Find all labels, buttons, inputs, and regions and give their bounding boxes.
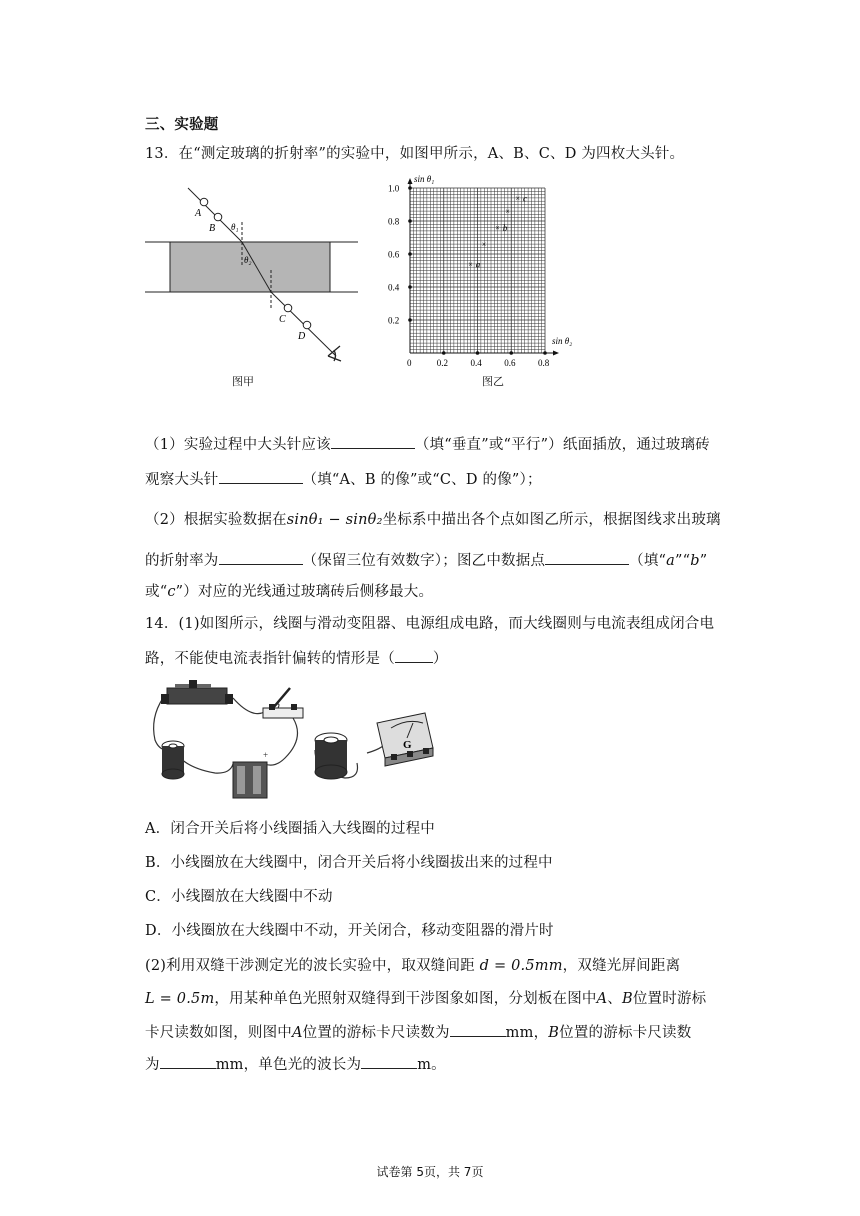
text-span: B: [621, 991, 633, 1007]
q14-option-a: A．闭合开关后将小线圈插入大线圈的过程中: [145, 821, 435, 837]
data-point-label: a: [475, 259, 481, 270]
large-coil: [315, 733, 347, 779]
figure-yi-graph: [380, 170, 590, 370]
y-tick-dot: [408, 186, 412, 190]
x-tick-label: 0.8: [538, 358, 550, 368]
answer-blank[interactable]: [331, 434, 415, 449]
text-span: 为: [145, 1057, 160, 1073]
data-point-marker: ×: [481, 240, 487, 250]
text-span: 卡尺读数如图，则图中: [145, 1025, 292, 1041]
text-span: 的折射率为: [145, 553, 219, 569]
text-span: 位置时游标: [632, 991, 707, 1007]
y-tick-dot: [408, 285, 412, 289]
formula: L = 0.5m: [145, 991, 215, 1007]
text-span: （填“A、B 的像”或“C、D 的像”）；: [302, 472, 542, 488]
q14-part2-line3: [145, 1021, 691, 1042]
answer-blank[interactable]: [219, 469, 303, 484]
data-point-marker: ×: [495, 223, 500, 233]
svg-text:+: +: [263, 750, 269, 760]
figure-jia-caption: 图甲: [232, 375, 254, 388]
pin-c: [284, 304, 292, 312]
text-span: B: [548, 1025, 560, 1041]
text-span: 位置的游标卡尺读数: [559, 1025, 692, 1041]
text-span: 、: [607, 991, 622, 1007]
text-span: 路，不能使电流表指针偏转的情形是（: [145, 651, 395, 667]
pin-d: [303, 321, 311, 329]
q13-stem: 13．在“测定玻璃的折射率”的实验中，如图甲所示，A、B、C、D 为四枚大头针。: [145, 146, 685, 162]
y-tick-label: 0.8: [388, 216, 400, 227]
galvanometer-label: G: [403, 739, 412, 751]
pin-a: [200, 198, 208, 206]
text-span: （保留三位有效数字）；图乙中数据点: [302, 553, 546, 569]
x-tick-label: 0.2: [436, 358, 448, 368]
text-span: ）: [432, 651, 448, 667]
q13-part2-line3: [145, 580, 433, 601]
answer-blank[interactable]: [219, 550, 303, 565]
answer-blank[interactable]: [545, 550, 629, 565]
x-tick-dot: [543, 351, 547, 355]
x-tick-dot: [509, 351, 513, 355]
x-tick-label: 0: [407, 358, 412, 368]
q14-part2-line2: [145, 987, 706, 1008]
y-tick-label: 0.4: [388, 282, 400, 293]
answer-blank[interactable]: [395, 648, 433, 663]
answer-blank[interactable]: [450, 1022, 506, 1037]
data-point-marker: ×: [515, 193, 521, 203]
q14-option-c: C．小线圈放在大线圈中不动: [145, 889, 333, 905]
text-span: A: [292, 1025, 303, 1041]
text-span: （2）根据实验数据在: [145, 512, 287, 528]
pin-label-a: A: [195, 208, 202, 219]
pin-label-c: C: [279, 314, 286, 325]
text-span: （填“垂直”或“平行”）纸面插放，通过玻璃砖: [414, 437, 710, 453]
q13-part2-line1: [145, 508, 721, 529]
text-span: mm，单色光的波长为: [215, 1057, 362, 1073]
q13-part1-line2: [145, 468, 542, 489]
text-span: 或“: [145, 584, 168, 600]
galvanometer: [377, 713, 433, 766]
text-span: ”: [699, 553, 708, 569]
text-span: ，用某种单色光照射双缝得到干涉图象如图，分划板在图中: [214, 991, 597, 1007]
battery: [233, 750, 268, 798]
x-tick-label: 0.4: [470, 358, 482, 368]
section-title: 三、实验题: [145, 116, 219, 133]
y-tick-dot: [408, 219, 412, 223]
circuit-figure: [145, 678, 445, 803]
angle-2-label: θ₂: [244, 255, 252, 265]
q14-stem-line2: [145, 647, 448, 668]
figure-yi-caption: 图乙: [482, 375, 504, 388]
y-axis-label: sin θ₁: [414, 174, 435, 184]
answer-blank[interactable]: [361, 1054, 417, 1069]
text-span: ”）对应的光线通过玻璃砖后侧移最大。: [175, 584, 434, 600]
x-axis-label: sin θ₂: [552, 336, 573, 346]
y-tick-label: 0.2: [388, 315, 400, 326]
eye-icon: [328, 346, 341, 361]
pin-label-d: D: [298, 331, 306, 342]
data-point-marker: ×: [468, 259, 473, 269]
formula: sinθ₁ − sinθ₂: [286, 512, 383, 528]
text-span: 观察大头针: [145, 472, 219, 488]
text-span: ，双缝光屏间距离: [562, 958, 681, 974]
text-span: （1）实验过程中大头针应该: [145, 437, 331, 453]
answer-blank[interactable]: [160, 1054, 216, 1069]
text-span: 位置的游标卡尺读数为: [302, 1025, 450, 1041]
text-span: A: [596, 991, 608, 1007]
formula: d = 0.5mm: [479, 958, 563, 974]
pin-label-b: B: [209, 223, 216, 234]
q14-option-d: D．小线圈放在大线圈中不动，开关闭合，移动变阻器的滑片时: [145, 923, 554, 939]
rheostat: [161, 680, 233, 704]
text-span: mm，: [505, 1025, 549, 1041]
x-tick-dot: [476, 351, 480, 355]
figure-jia: [140, 180, 370, 380]
data-point-marker: ×: [505, 207, 510, 217]
angle-1-label: θ₁: [231, 222, 239, 232]
glass-block: [170, 242, 330, 292]
data-point-label: b: [502, 223, 508, 234]
q14-part2-line4: [145, 1053, 446, 1074]
text-span: （填“: [629, 553, 667, 569]
x-tick-dot: [442, 351, 446, 355]
data-point-label: c: [523, 193, 527, 204]
pin-b: [214, 213, 222, 221]
small-coil: [162, 741, 184, 779]
page-footer: 试卷第 5页，共 7页: [376, 1165, 484, 1179]
q13-part2-line2: [145, 549, 707, 570]
y-tick-label: 1.0: [388, 183, 400, 194]
y-tick-label: 0.6: [388, 249, 400, 260]
text-span: ”“: [675, 553, 691, 569]
text-span: b: [690, 553, 700, 569]
q13-part1-line1: [145, 433, 710, 454]
text-span: a: [666, 553, 676, 569]
text-span: c: [167, 584, 176, 600]
x-tick-label: 0.6: [504, 358, 516, 368]
q14-option-b: B．小线圈放在大线圈中，闭合开关后将小线圈拔出来的过程中: [145, 855, 553, 871]
text-span: (2)利用双缝干涉测定光的波长实验中，取双缝间距: [145, 958, 475, 974]
y-tick-dot: [408, 318, 412, 322]
q14-part2-line1: [145, 954, 680, 975]
y-tick-dot: [408, 252, 412, 256]
switch: [263, 688, 303, 718]
text-span: m。: [417, 1057, 446, 1073]
q14-stem-line1: 14．(1)如图所示，线圈与滑动变阻器、电源组成电路，而大线圈则与电流表组成闭合电: [145, 616, 715, 632]
text-span: 坐标系中描出各个点如图乙所示，根据图线求出玻璃: [382, 512, 721, 528]
